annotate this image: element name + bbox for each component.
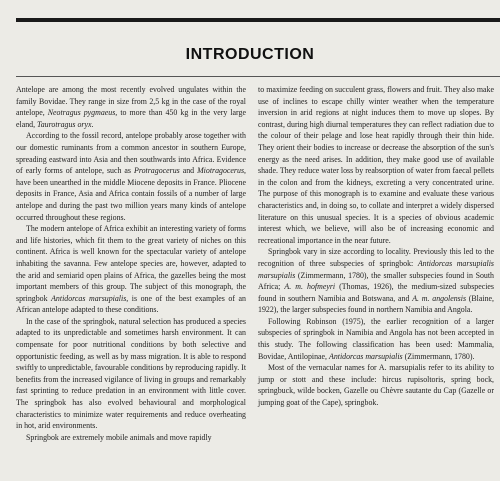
text-run: The modern antelope of Africa exhibit an interesting variety of forms and life histories, which fit them to the great variety of niches on this continent. Africa is well known for the spectacular variety of antelope inhabiting the savanna. Few antelope species are, however, adapted to the arid and semiarid open plains of Africa, the gazelles being the most important members of this group. The subject of this monograph, the springbok <box>16 224 246 303</box>
italic-term: Protragocerus <box>134 166 180 176</box>
text-run: Following Robinson (1975), the earlier recognition of a larger subspecies of springbok in Namibia and Angola has not been accepted in this study. The following classification has been used: Mammalia, Bovidae, Antilopinae, <box>258 316 494 361</box>
text-run: (Thomas, 1926), the medium-sized subspecies found in southern Namibia and Botswana, and <box>258 282 494 303</box>
paragraph <box>16 223 246 316</box>
italic-term: Miotragocerus <box>197 166 245 176</box>
left-column <box>16 84 246 443</box>
paragraph <box>258 362 494 408</box>
paragraph <box>258 84 494 246</box>
paragraph <box>16 432 246 444</box>
text-run: In the case of the springbok, natural selection has produced a species adapted to its unpredictable and sometimes harsh environment. It can compensate for poor nutritional conditions by both selective and opportunistic feeding, as well as by mass migration. It is able to respond swiftly to unpredictable, favourable conditions by reproducing rapidly. It benefits from the increased vigilance of living in groups and remarkably fast sprinting to reduce predation in an environment with little cover. The springbok has also evolved behavioural and morphological characteristics to minimize water requirements and reduce overheating in hot, arid environments. <box>16 316 247 431</box>
paragraph <box>16 130 246 223</box>
text-run: (Zimmermann, 1780). <box>402 351 475 361</box>
italic-term: Taurotragus oryx <box>37 119 92 129</box>
right-column <box>258 84 494 409</box>
text-run: Most of the vernacular names for A. marsupialis refer to its ability to jump or stott and these include: hircus rupisoltoris, spring bock, springbuck, wilde bocken, Gazelle ou Chèvre sautante du Cap (Gazelle or jumping goat of the Cape), springbok. <box>258 363 494 408</box>
paragraph <box>258 316 494 362</box>
text-run: According to the fossil record, antelope probably arose together with our domestic ruminants from a common ancestor in southern Europe, spreading eastward into Asia and then southwards into Africa. Evidence of early forms of antelope, such as <box>16 131 246 176</box>
text-run: (Blaine, 1922), the larger subspecies found in northern Namibia and Angola. <box>258 293 494 315</box>
text-run: and <box>179 166 198 176</box>
italic-term: A. m. hofmeyri <box>284 282 336 292</box>
text-run: Antelope are among the most recently evolved ungulates within the family Bovidae. They range in size from 2,5 kg in the case of the royal antelope, <box>16 85 246 118</box>
text-run: Springbok vary in size according to locality. Previously this led to the recognition of three subspecies of springbok: <box>258 247 494 268</box>
text-run: . <box>91 119 94 129</box>
top-rule <box>16 18 500 22</box>
paragraph <box>258 246 494 316</box>
italic-term: Antidorcas marsupialis <box>51 293 127 303</box>
italic-term: Antidorcas marsupialis marsupialis <box>258 258 494 280</box>
italic-term: Antidorcas marsupialis <box>329 351 403 361</box>
italic-term: A. m. angolensis <box>412 293 467 303</box>
text-run: to maximize feeding on succulent grass, flowers and fruit. They also make use of inclines to escape chilly winter weather when the temperature inversion in arid regions at night induces them to move up slopes. By contrast, during high diurnal temperatures they can reflect radiation due to the colour of their pelage and lose heat rapidly through their thin hide. They orient their bodies to increase or decrease the absorption of the sun's energy as the need arises. In addition, they make good use of available shade. They reduce water loss by reabsorption of water from faecal pellets in the colon and from the kidneys, excreting a very concentrated urine. The purpose of this monograph is to examine and evaluate these various characteristics and, in doing so, to collate and interpret a widely dispersed literature on this unusual species. It is a species of obvious academic interest which, we believe, will also be of increasing economic and recreational importance in the near future. <box>258 85 494 245</box>
text-run: , is one of the best examples of an African antelope adapted to these conditions. <box>16 293 246 315</box>
paragraph <box>16 316 246 432</box>
page-title: INTRODUCTION <box>185 46 315 63</box>
italic-term: Neotragus pygmaeus <box>47 108 116 118</box>
paragraph <box>16 84 246 130</box>
text-run: (Zimmermann, 1780), the smaller subspecies found in South Africa; <box>258 270 494 292</box>
text-run: Springbok are extremely mobile animals and move rapidly <box>26 432 212 442</box>
title-rule <box>16 76 500 77</box>
text-run: , to more than 450 kg in the very large eland, <box>16 108 246 129</box>
text-run: , have been unearthed in the middle Miocene deposits in France. Pliocene deposits in France, Asia and Africa contain fossils of a number of large antelope and during the past two million years many kinds of antelope occurred throughout these regions. <box>16 166 246 222</box>
